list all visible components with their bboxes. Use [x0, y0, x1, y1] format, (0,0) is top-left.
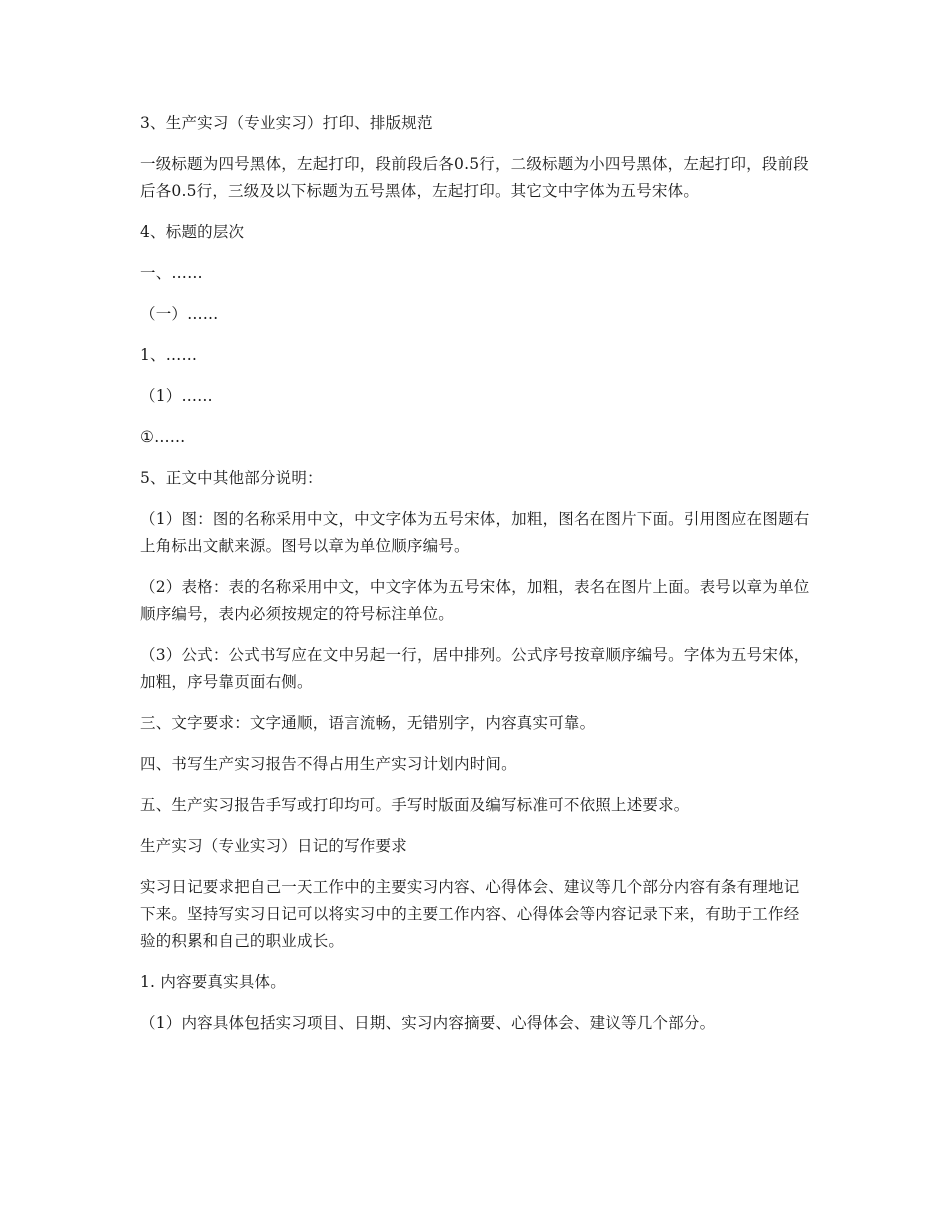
heading-typesetting-spec: 3、生产实习（专业实习）打印、排版规范 [140, 114, 433, 132]
paragraph-text-requirements: 三、文字要求：文字通顺，语言流畅，无错别字，内容真实可靠。 [140, 714, 596, 732]
paragraph-heading-fonts: 一级标题为四号黑体，左起打印，段前段后各0.5行，二级标题为小四号黑体，左起打印，段前段后各0.5行，三级及以下标题为五号黑体，左起打印。其它文中字体为五号宋体。 [140, 155, 809, 200]
level-example-2: （一）…… [140, 305, 219, 323]
paragraph-figures: （1）图：图的名称采用中文，中文字体为五号宋体，加粗，图名在图片下面。引用图应在图题右上角标出文献来源。图号以章为单位顺序编号。 [140, 510, 810, 555]
paragraph-formulas: （3）公式：公式书写应在文中另起一行，居中排列。公式序号按章顺序编号。字体为五号宋体，加粗，序号靠页面右侧。 [140, 646, 810, 691]
paragraph-diary-intro: 实习日记要求把自己一天工作中的主要实习内容、心得体会、建议等几个部分内容有条有理地记下来。坚持写实习日记可以将实习中的主要工作内容、心得体会等内容记录下来，有助于工作经验的积累和自己的职业成长。 [140, 878, 800, 950]
heading-title-levels: 4、标题的层次 [140, 223, 245, 241]
level-example-4: （1）…… [140, 387, 213, 405]
level-example-3: 1、…… [140, 346, 198, 364]
list-item-content-parts: （1）内容具体包括实习项目、日期、实习内容摘要、心得体会、建议等几个部分。 [140, 1014, 716, 1032]
paragraph-time-rule: 四、书写生产实习报告不得占用生产实习计划内时间。 [140, 755, 517, 773]
heading-other-parts: 5、正文中其他部分说明： [140, 469, 323, 487]
heading-diary-requirements: 生产实习（专业实习）日记的写作要求 [140, 837, 407, 855]
list-item-content-real: 1. 内容要真实具体。 [140, 973, 286, 991]
level-example-1: 一、…… [140, 264, 203, 282]
document-page [140, 110, 812, 1051]
paragraph-tables: （2）表格：表的名称采用中文，中文字体为五号宋体，加粗，表名在图片上面。表号以章为单位顺序编号，表内必须按规定的符号标注单位。 [140, 578, 810, 623]
level-example-5: ①…… [140, 428, 186, 446]
paragraph-handwrite-print: 五、生产实习报告手写或打印均可。手写时版面及编写标准可不依照上述要求。 [140, 796, 690, 814]
